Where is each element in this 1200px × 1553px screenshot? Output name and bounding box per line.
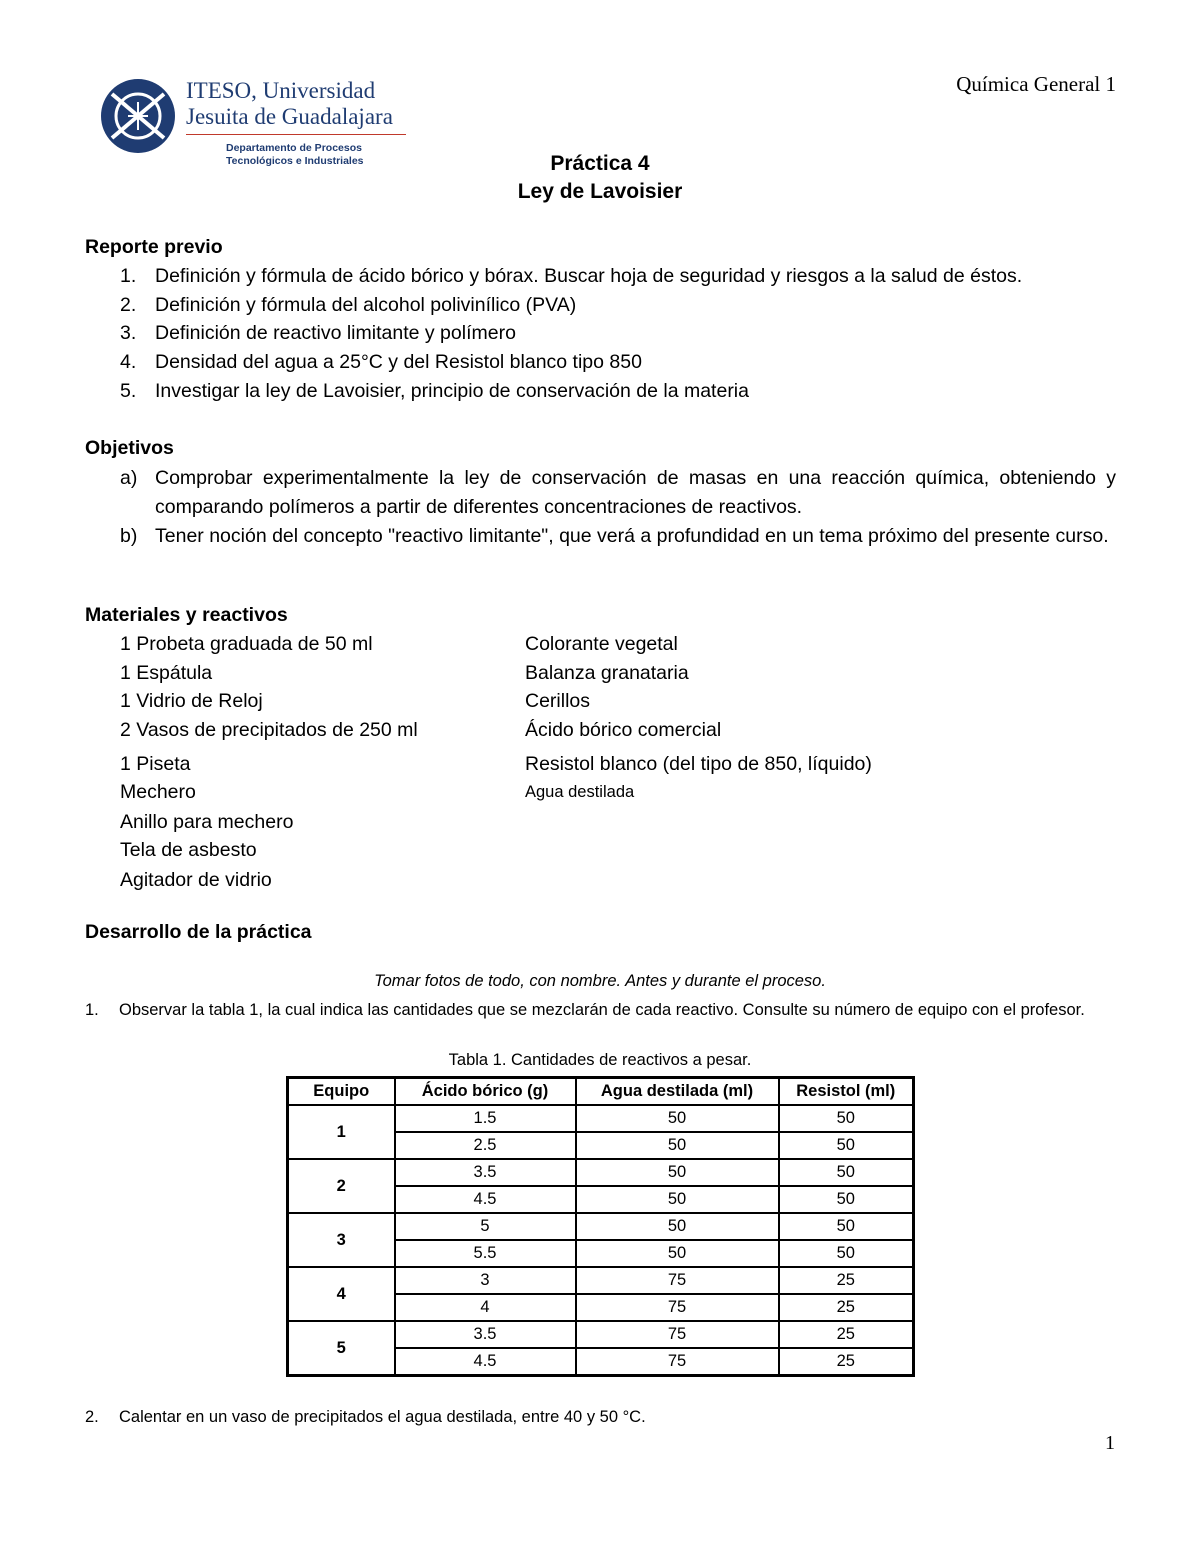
photo-note: Tomar fotos de todo, con nombre. Antes y durante el proceso.: [374, 972, 826, 990]
list-item-number: 1.: [120, 265, 137, 287]
table-cell: 25: [779, 1267, 914, 1294]
objective-text: Comprobar experimentalmente la ley de conservación de masas en una reacción química, obteniendo y comparando polímeros a partir de diferentes concentraciones de reactivos.: [155, 467, 1116, 518]
section-heading-materiales: Materiales y reactivos: [85, 604, 288, 626]
table-cell: 50: [779, 1159, 914, 1186]
objective-text: Tener noción del concepto "reactivo limitante", que verá a profundidad en un tema próximo del presente curso.: [155, 525, 1109, 547]
table-cell: 4.5: [395, 1186, 576, 1213]
table-cell: 50: [779, 1132, 914, 1159]
list-item: [120, 294, 576, 317]
table-cell: 75: [576, 1267, 779, 1294]
material-item: Mechero: [120, 781, 196, 803]
course-name: Química General 1: [956, 72, 1116, 96]
table-cell: 5.5: [395, 1240, 576, 1267]
step-number: 2.: [85, 1408, 99, 1426]
equipo-cell: 4: [288, 1267, 395, 1321]
table-cell: 50: [576, 1132, 779, 1159]
material-item: 1 Probeta graduada de 50 ml: [120, 633, 373, 655]
material-item: 1 Espátula: [120, 662, 213, 684]
logo-department-line1: Departamento de Procesos: [226, 142, 362, 154]
table-cell: 5: [395, 1213, 576, 1240]
table-cell: 50: [576, 1186, 779, 1213]
table-cell: 50: [779, 1213, 914, 1240]
list-item-number: 5.: [120, 380, 137, 402]
list-item-text: Investigar la ley de Lavoisier, principio de conservación de la materia: [155, 380, 749, 402]
equipo-cell: 1: [288, 1105, 395, 1159]
equipo-cell: 2: [288, 1159, 395, 1213]
reagent-table: [286, 1076, 915, 1377]
reagent-item: Balanza granataria: [525, 662, 689, 684]
table-cell: 4.5: [395, 1348, 576, 1376]
logo-university-line2: Jesuita de Guadalajara: [186, 104, 393, 129]
equipo-cell: 5: [288, 1321, 395, 1376]
section-heading-reporte-previo: Reporte previo: [85, 236, 223, 258]
table-cell: 3.5: [395, 1159, 576, 1186]
list-item: [120, 380, 749, 403]
column-header: Ácido bórico (g): [395, 1078, 576, 1106]
step-text: Observar la tabla 1, la cual indica las cantidades que se mezclarán de cada reactivo. Consulte su número de equipo con el profesor.: [119, 1001, 1085, 1019]
section-heading-objetivos: Objetivos: [85, 437, 174, 459]
list-item-text: Definición de reactivo limitante y polímero: [155, 322, 516, 344]
table-cell: 3.5: [395, 1321, 576, 1348]
reagent-item: Ácido bórico comercial: [525, 719, 722, 741]
table-cell: 25: [779, 1348, 914, 1376]
list-item-number: 3.: [120, 322, 137, 344]
reagent-item: Resistol blanco (del tipo de 850, líquido): [525, 753, 872, 775]
list-item: [120, 351, 642, 374]
procedure-step: [85, 997, 1116, 1024]
section-heading-desarrollo: Desarrollo de la práctica: [85, 921, 312, 943]
material-item: Tela de asbesto: [120, 839, 257, 861]
table-cell: 1.5: [395, 1105, 576, 1132]
table-cell: 75: [576, 1321, 779, 1348]
practice-title: Ley de Lavoisier: [517, 180, 683, 203]
table-cell: 25: [779, 1321, 914, 1348]
table-caption: Tabla 1. Cantidades de reactivos a pesar.: [448, 1051, 752, 1069]
list-item-text: Definición y fórmula de ácido bórico y bórax. Buscar hoja de seguridad y riesgos a la salud de éstos.: [155, 265, 1023, 287]
table-cell: 50: [576, 1159, 779, 1186]
page-number: 1: [1105, 1432, 1115, 1454]
step-number: 1.: [85, 1001, 99, 1019]
objective-letter: a): [120, 467, 138, 489]
material-item: Anillo para mechero: [120, 811, 294, 833]
reagent-item: Cerillos: [525, 690, 591, 712]
table-row: [288, 1159, 914, 1186]
table-cell: 4: [395, 1294, 576, 1321]
table-cell: 25: [779, 1294, 914, 1321]
logo-university-line1: ITESO, Universidad: [186, 78, 376, 103]
table-cell: 75: [576, 1348, 779, 1376]
table-cell: 50: [576, 1105, 779, 1132]
table-cell: 50: [576, 1240, 779, 1267]
list-item: [120, 265, 1022, 288]
list-item-number: 4.: [120, 351, 137, 373]
table-cell: 3: [395, 1267, 576, 1294]
list-item-text: Densidad del agua a 25°C y del Resistol blanco tipo 850: [155, 351, 642, 373]
column-header: Resistol (ml): [779, 1078, 914, 1106]
material-item: 1 Piseta: [120, 753, 191, 775]
objective-letter: b): [120, 525, 138, 547]
table-cell: 2.5: [395, 1132, 576, 1159]
table-row: [288, 1321, 914, 1348]
reagent-item: Agua destilada: [525, 783, 635, 801]
table-cell: 50: [576, 1213, 779, 1240]
objective-item: [120, 464, 1116, 522]
practice-number: Práctica 4: [550, 152, 650, 175]
iteso-emblem-icon: [98, 76, 178, 156]
logo-department-line2: Tecnológicos e Industriales: [226, 155, 364, 167]
table-cell: 50: [779, 1186, 914, 1213]
material-item: Agitador de vidrio: [120, 869, 272, 891]
list-item: [120, 322, 516, 345]
procedure-step: [85, 1404, 1116, 1431]
step-text: Calentar en un vaso de precipitados el agua destilada, entre 40 y 50 °C.: [119, 1408, 646, 1426]
table-cell: 50: [779, 1105, 914, 1132]
logo-divider: [186, 134, 406, 135]
list-item-text: Definición y fórmula del alcohol polivinílico (PVA): [155, 294, 577, 316]
table-header-row: [288, 1078, 914, 1106]
material-item: 2 Vasos de precipitados de 250 ml: [120, 719, 418, 741]
table-cell: 50: [779, 1240, 914, 1267]
column-header: Equipo: [288, 1078, 395, 1106]
objective-item: [120, 522, 1116, 551]
list-item-number: 2.: [120, 294, 137, 316]
table-row: [288, 1213, 914, 1240]
table-cell: 75: [576, 1294, 779, 1321]
column-header: Agua destilada (ml): [576, 1078, 779, 1106]
material-item: 1 Vidrio de Reloj: [120, 690, 263, 712]
table-row: [288, 1105, 914, 1132]
equipo-cell: 3: [288, 1213, 395, 1267]
table-row: [288, 1267, 914, 1294]
reagent-item: Colorante vegetal: [525, 633, 678, 655]
